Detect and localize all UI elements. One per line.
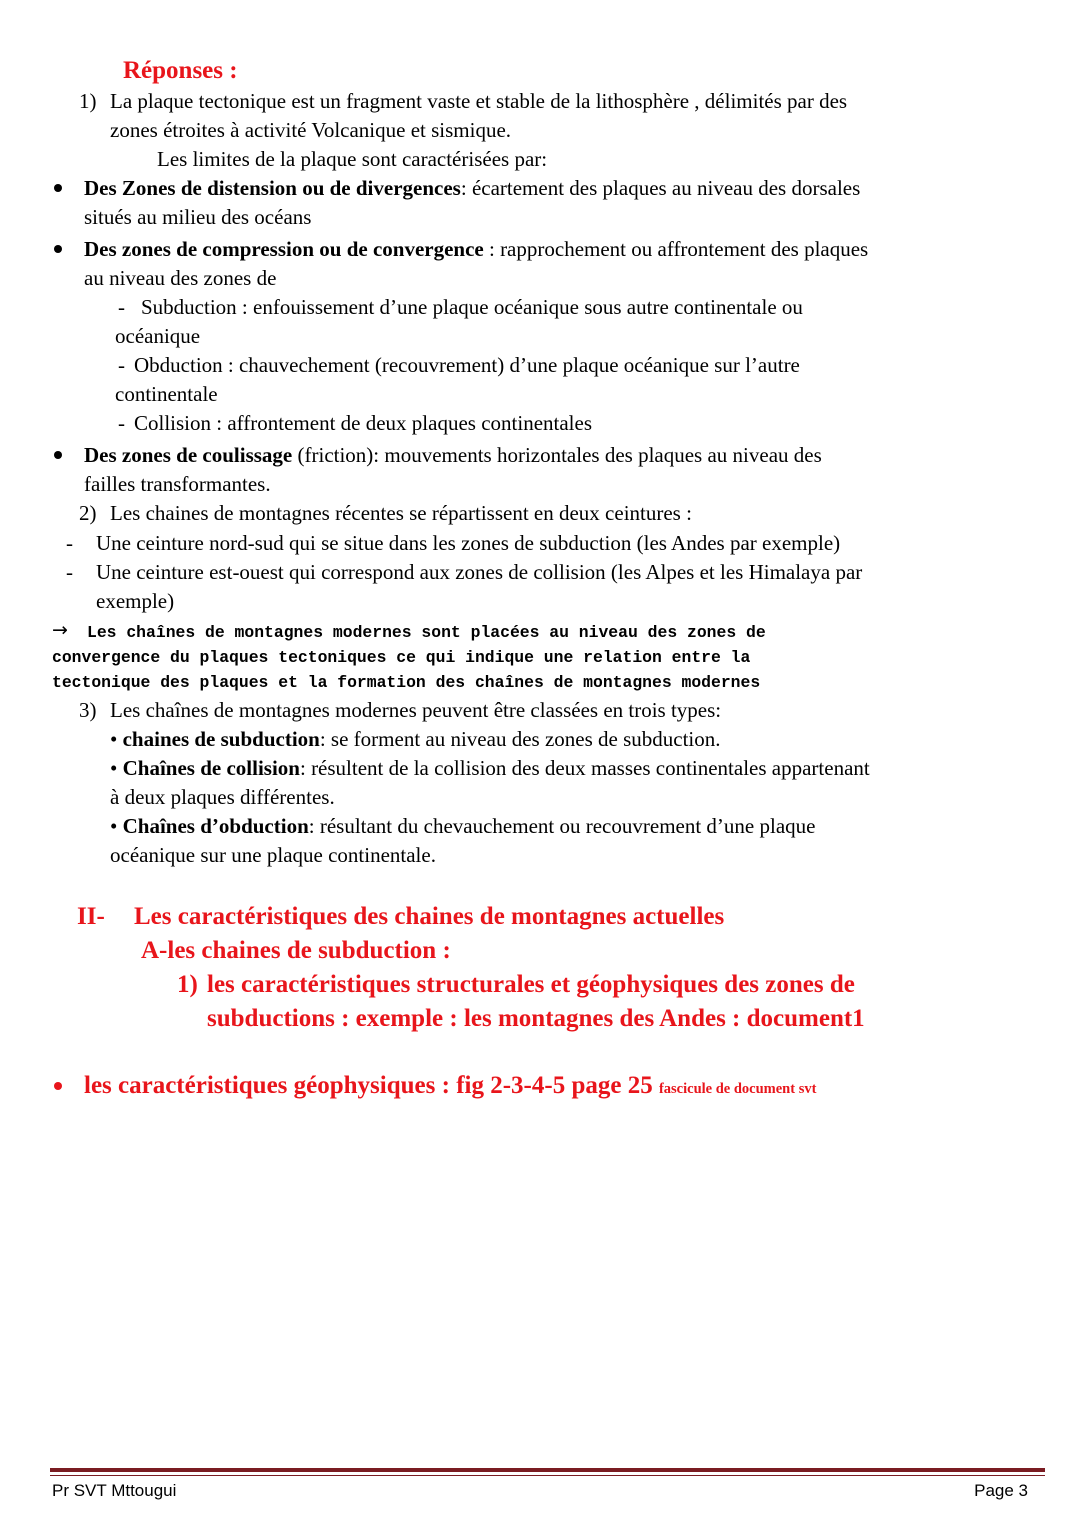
- q1-line2: zones étroites à activité Volcanique et sismique.: [110, 118, 512, 142]
- subsubsection-line1: les caractéristiques structurales et géophysiques des zones de: [207, 971, 855, 998]
- bullet-icon: [54, 184, 62, 192]
- obduction-line2: continentale: [115, 382, 218, 406]
- b3-text: (friction): mouvements horizontales des plaques au niveau des: [292, 443, 822, 467]
- b1-line1: [84, 174, 860, 203]
- b2-text: : rapprochement ou affrontement des plaques: [483, 237, 869, 261]
- q2-dash2: Une ceinture est-ouest qui correspond aux zones de collision (les Alpes et les Himalaya par: [96, 560, 863, 584]
- type2-bold: Chaînes de collision: [122, 756, 300, 780]
- subsection-title: A-les chaines de subduction :: [141, 937, 451, 964]
- subduction-line: Subduction : enfouissement d’une plaque océanique sous autre continentale ou: [141, 295, 803, 319]
- dash-icon: -: [118, 353, 125, 377]
- q2-number: 2): [79, 501, 97, 525]
- footer-rule: [50, 1468, 1045, 1472]
- b2-line2: au niveau des zones de: [84, 266, 277, 290]
- conclusion-line3: tectonique des plaques et la formation des chaînes de montagnes modernes: [52, 673, 761, 692]
- subsubsection-number: 1): [177, 971, 198, 998]
- q3-line1: Les chaînes de montagnes modernes peuvent être classées en trois types:: [110, 698, 722, 722]
- q3-type2-line2: à deux plaques différentes.: [110, 785, 335, 809]
- bullet-icon: [54, 451, 62, 459]
- type1-bold: chaines de subduction: [122, 727, 320, 751]
- type2-text: : résultent de la collision des deux masses continentales appartenant: [299, 756, 870, 780]
- conclusion-line2: convergence du plaques tectoniques ce qui indique une relation entre la: [52, 648, 751, 667]
- type3-text: : résultant du chevauchement ou recouvrement d’une plaque: [308, 814, 816, 838]
- q3-type1: • chaines de subduction: se forment au niveau des zones de subduction.: [110, 727, 721, 751]
- dash-icon: -: [66, 560, 73, 584]
- q1-line1: La plaque tectonique est un fragment vaste et stable de la lithosphère , délimités par des: [110, 89, 848, 113]
- collision-line: Collision : affrontement de deux plaques continentales: [134, 411, 593, 435]
- dash-icon: -: [118, 295, 125, 319]
- q1-line3: Les limites de la plaque sont caractérisées par:: [157, 147, 548, 171]
- conclusion-line1: Les chaînes de montagnes modernes sont placées au niveau des zones de: [87, 623, 766, 642]
- type1-text: : se forment au niveau des zones de subduction.: [319, 727, 721, 751]
- red-bullet-icon: [54, 1082, 62, 1090]
- b3-line1: [84, 441, 822, 470]
- footer-page-number: Page 3: [974, 1481, 1028, 1500]
- geophysics-main: les caractéristiques géophysiques : fig 2-3-4-5 page 25: [84, 1072, 653, 1099]
- q3-type3: • Chaînes d’obduction: résultant du chevauchement ou recouvrement d’une plaque: [110, 814, 816, 838]
- subduction-line2: océanique: [115, 324, 201, 348]
- q3-number: 3): [79, 698, 97, 722]
- dash-icon: -: [118, 411, 125, 435]
- subsubsection-line2: subductions : exemple : les montagnes des Andes : document1: [207, 1005, 865, 1032]
- b1-text: : écartement des plaques au niveau des dorsales: [460, 176, 861, 200]
- footer-rule-thin: [50, 1475, 1045, 1476]
- b2-bold: Des zones de compression ou de convergence: [84, 237, 484, 261]
- geophysics-small: fascicule de document svt: [658, 1081, 817, 1097]
- q3-type2: • Chaînes de collision: résultent de la collision des deux masses continentales appartenant: [110, 756, 870, 780]
- obduction-line: Obduction : chauvechement (recouvrement) d’une plaque océanique sur l’autre: [134, 353, 800, 377]
- answers-title: Réponses :: [123, 57, 238, 84]
- type3-bold: Chaînes d’obduction: [122, 814, 309, 838]
- b3-line2: failles transformantes.: [84, 472, 271, 496]
- bullet-icon: [54, 245, 62, 253]
- footer-author: Pr SVT Mttougui: [52, 1481, 177, 1500]
- section-number: II-: [77, 903, 105, 930]
- q2-dash1: Une ceinture nord-sud qui se situe dans les zones de subduction (les Andes par exemple): [96, 531, 841, 555]
- b1-line2: situés au milieu des océans: [84, 205, 312, 229]
- b1-bold: Des Zones de distension ou de divergences: [84, 176, 461, 200]
- b3-bold: Des zones de coulissage: [84, 443, 293, 467]
- section-title: Les caractéristiques des chaines de montagnes actuelles: [134, 903, 725, 930]
- q2-line1: Les chaines de montagnes récentes se répartissent en deux ceintures :: [110, 501, 692, 525]
- arrow-icon: →: [52, 619, 68, 641]
- b2-line1: [84, 235, 868, 264]
- dash-icon: -: [66, 531, 73, 555]
- geophysics-bullet: [84, 1069, 816, 1106]
- q2-dash2-line2: exemple): [96, 589, 175, 613]
- q1-number: 1): [79, 89, 97, 113]
- q3-type3-line2: océanique sur une plaque continentale.: [110, 843, 436, 867]
